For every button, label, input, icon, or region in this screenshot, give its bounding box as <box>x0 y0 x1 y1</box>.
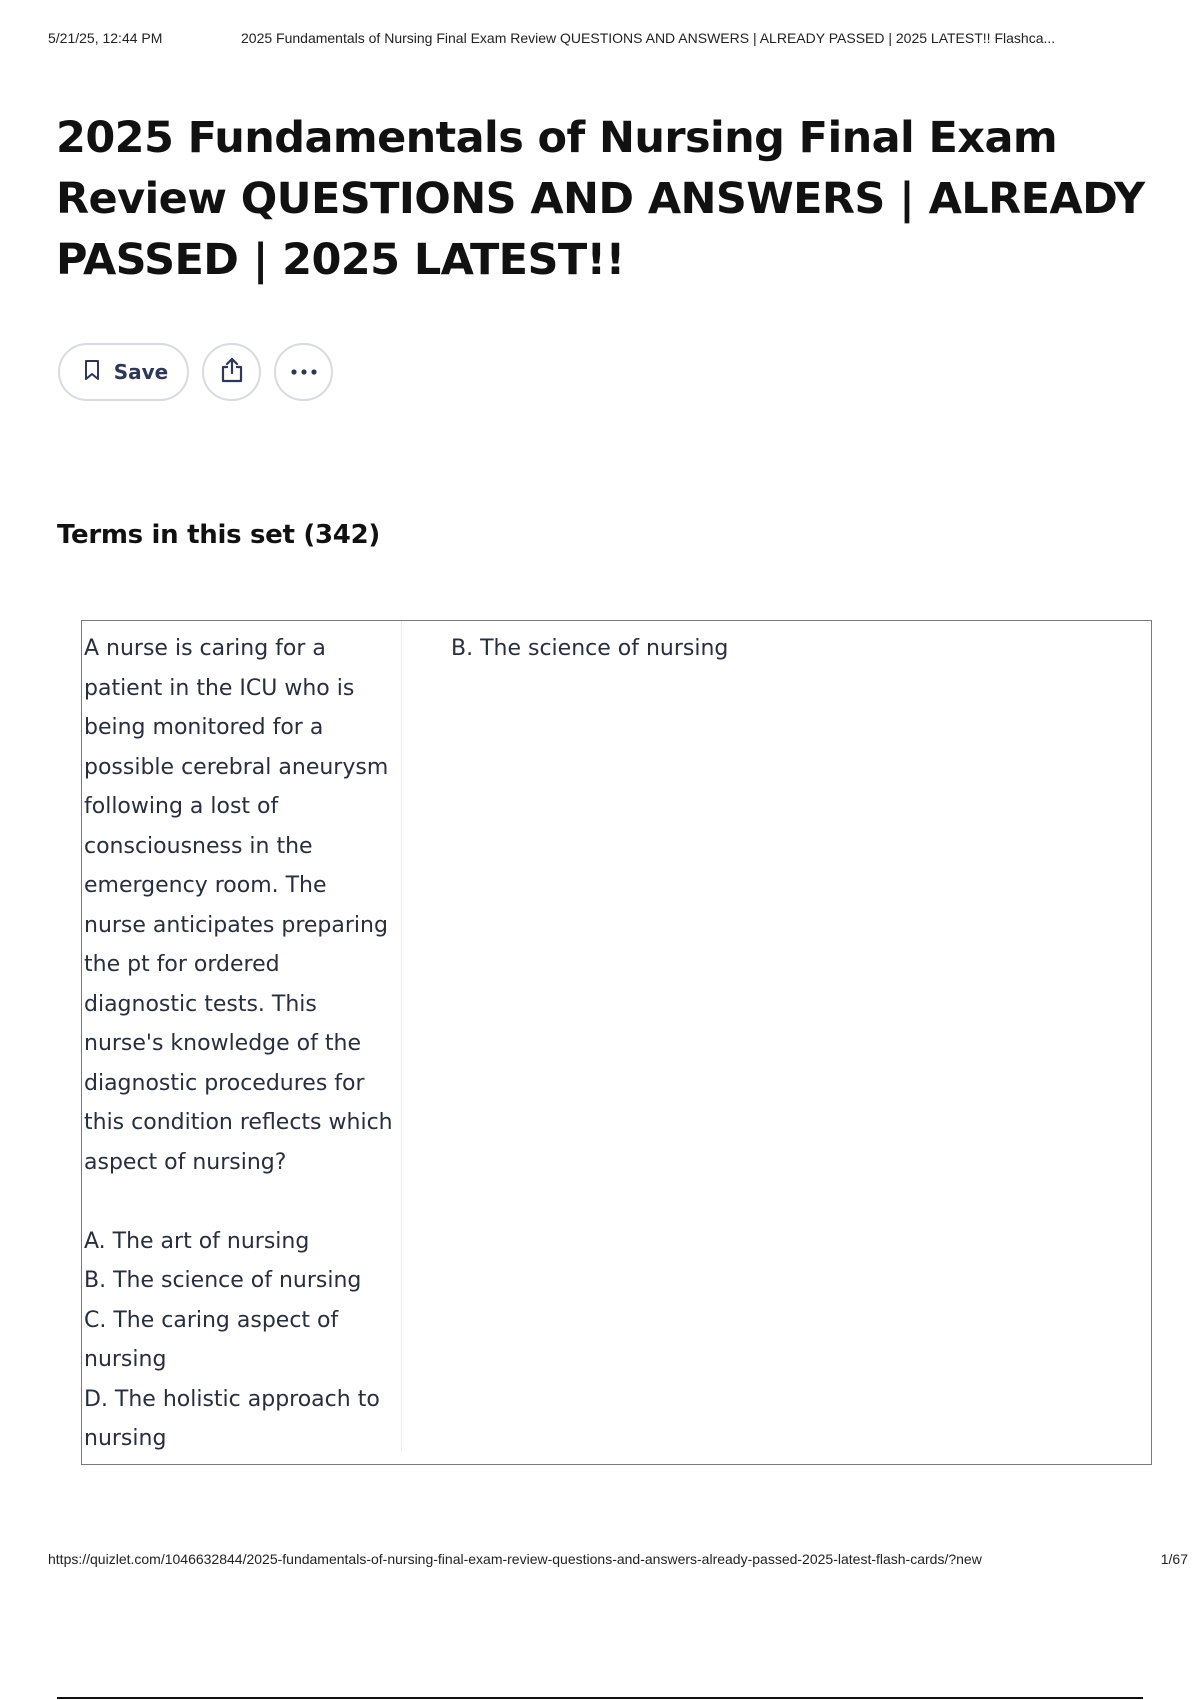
share-button[interactable] <box>202 343 261 401</box>
flashcard-row <box>81 620 1152 1465</box>
print-timestamp: 5/21/25, 12:44 PM <box>48 30 163 46</box>
page-bottom-divider <box>57 1697 1143 1699</box>
print-url: https://quizlet.com/1046632844/2025-fundamentals-of-nursing-final-exam-review-questions-and-answers-already-passed-2025-latest-flash-cards/?new <box>48 1551 982 1567</box>
card-divider <box>401 621 402 1451</box>
bookmark-icon <box>83 359 101 386</box>
more-horizontal-icon <box>290 363 318 381</box>
page-title: 2025 Fundamentals of Nursing Final Exam Review QUESTIONS AND ANSWERS | ALREADY PASSED | 2025 LATEST!! <box>56 113 1145 285</box>
print-header <box>48 30 1180 50</box>
save-button[interactable] <box>58 343 189 401</box>
print-footer <box>48 1551 1188 1571</box>
print-page-number: 1/67 <box>1160 1551 1188 1567</box>
save-button-label: Save <box>113 360 169 384</box>
more-options-button[interactable] <box>274 343 333 401</box>
print-document-title: 2025 Fundamentals of Nursing Final Exam Review QUESTIONS AND ANSWERS | ALREADY PASSED | 2025 LATEST!! Flashca... <box>241 30 1056 46</box>
card-definition: B. The science of nursing <box>451 636 729 661</box>
card-term: A nurse is caring for a patient in the ICU who is being monitored for a possible cerebral aneurysm following a lost of consciousness in the emergency room. The nurse anticipates preparing the pt for ordered diagnostic tests. This nurse's knowledge of the diagnostic procedures for this condition reflects which aspect of nursing? A. The art of nursing B. The science of nursing C. The caring aspect of nursing D. The holistic approach to nursing <box>84 636 393 1451</box>
terms-heading: Terms in this set (342) <box>57 520 380 550</box>
share-icon <box>219 356 245 389</box>
